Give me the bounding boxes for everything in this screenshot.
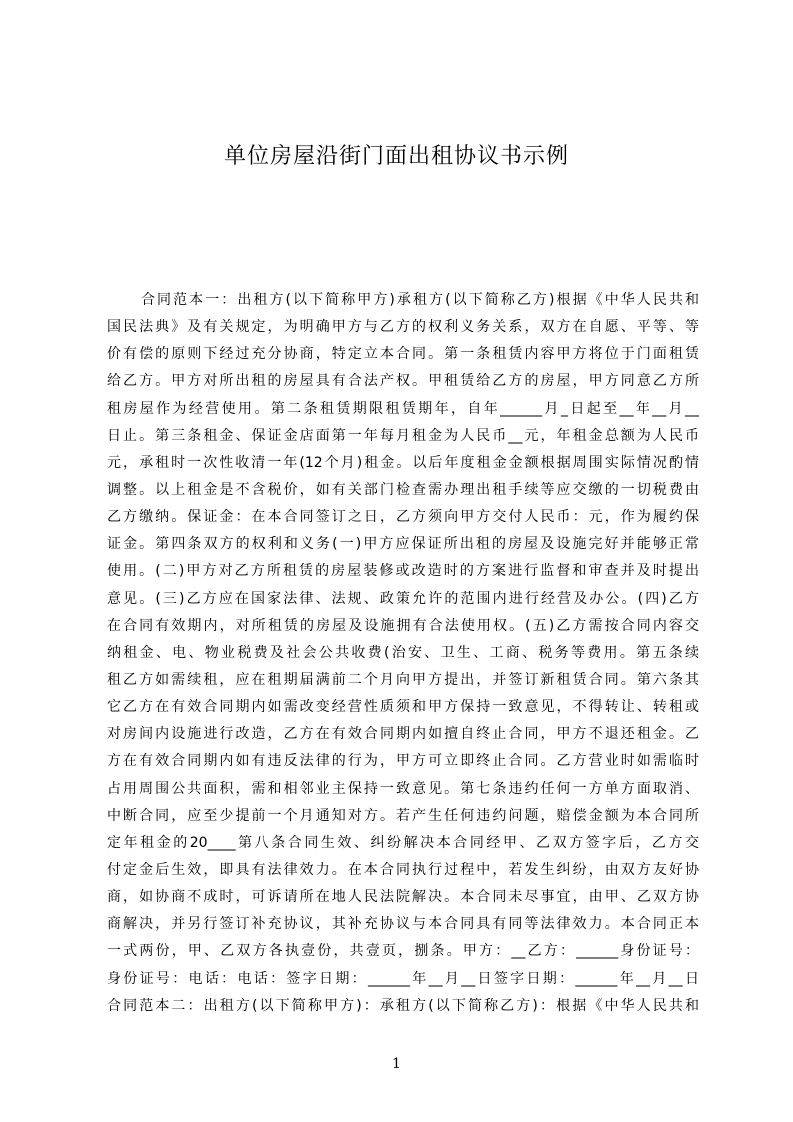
- document-title: 单位房屋沿街门面出租协议书示例: [223, 144, 569, 169]
- body-line: 价有偿的原则下经过充分协商，特定立本合同。第一条租赁内容甲方将位于门面租赁: [107, 346, 699, 363]
- body-line: 国民法典》及有关规定，为明确甲方与乙方的权利义务关系，双方在自愿、平等、等: [107, 319, 699, 336]
- body-line: 证金。第四条双方的权利和义务(一)甲方应保证所出租的房屋及设施完好并能够正常: [107, 536, 699, 553]
- body-line: 元，承租时一次性收清一年(12个月)租金。以后年度租金金额根据周围实际情况酌情: [107, 454, 699, 471]
- body-line: 商，如协商不成时，可诉请所在地人民法院解决。本合同未尽事宜，由甲、乙双方协: [107, 889, 699, 906]
- body-line: 合同范本一：出租方(以下简称甲方)承租方(以下简称乙方)根据《中华人民共和: [141, 292, 699, 308]
- body-line: 方在有效合同期内如有违反法律的行为，甲方可立即终止合同。乙方营业时如需临时: [107, 753, 699, 770]
- body-line: 给乙方。甲方对所出租的房屋具有合法产权。甲租赁给乙方的房屋，甲方同意乙方所: [107, 373, 699, 390]
- body-line: 日止。第三条租金、保证金店面第一年每月租金为人民币__元，年租金总额为人民币: [107, 427, 699, 444]
- body-line: 租乙方如需续租，应在租期届满前二个月向甲方提出，并签订新租赁合同。第六条其: [107, 671, 699, 688]
- body-line: 身份证号：电话：电话：签字日期：______年__月__日签字日期：______年__月__日: [107, 970, 699, 987]
- body-line: 占用周围公共面积，需和相邻业主保持一致意见。第七条违约任何一方单方面取消、: [107, 780, 699, 797]
- body-line: 租房屋作为经营使用。第二条租赁期限租赁期年，自年______月_日起至__年__月__: [107, 400, 699, 417]
- body-line: 纳租金、电、物业税费及社会公共收费(治安、卫生、工商、税务等费用。第五条续: [107, 644, 699, 661]
- page-number: 1: [392, 1056, 401, 1072]
- body-line: 中断合同，应至少提前一个月通知对方。若产生任何违约问题，赔偿金额为本合同所: [107, 807, 699, 824]
- body-line: 付定金后生效，即具有法律效力。在本合同执行过程中，若发生纠纷，由双方友好协: [107, 861, 699, 878]
- body-line: 合同范本二：出租方(以下简称甲方)：承租方(以下简称乙方)：根据《中华人民共和: [107, 997, 699, 1014]
- body-line: 调整。以上租金是不含税价，如有关部门检查需办理出租手续等应交缴的一切税费由: [107, 481, 699, 498]
- body-line: 它乙方在有效合同期内如需改变经营性质须和甲方保持一致意见，不得转让、转租或: [107, 699, 699, 716]
- body-line: 使用。(二)甲方对乙方所租赁的房屋装修或改造时的方案进行监督和审查并及时提出: [107, 563, 699, 580]
- body-line: 一式两份，甲、乙双方各执壹份，共壹页，捌条。甲方：__乙方：______身份证号：: [107, 943, 699, 960]
- body-line: 定年租金的20____第八条合同生效、纠纷解决本合同经甲、乙双方签字后，乙方交: [107, 834, 699, 851]
- body-line: 商解决，并另行签订补充协议，其补充协议与本合同具有同等法律效力。本合同正本: [107, 916, 699, 933]
- document-body: [107, 290, 699, 1023]
- body-line: 对房间内设施进行改造，乙方在有效合同期内如擅自终止合同，甲方不退还租金。乙: [107, 726, 699, 743]
- body-line: 乙方缴纳。保证金：在本合同签订之日，乙方须向甲方交付人民币：元，作为履约保: [107, 509, 699, 526]
- body-line: 意见。(三)乙方应在国家法律、法规、政策允许的范围内进行经营及办公。(四)乙方: [107, 590, 699, 607]
- body-line: 在合同有效期内，对所租赁的房屋及设施拥有合法使用权。(五)乙方需按合同内容交: [107, 617, 699, 634]
